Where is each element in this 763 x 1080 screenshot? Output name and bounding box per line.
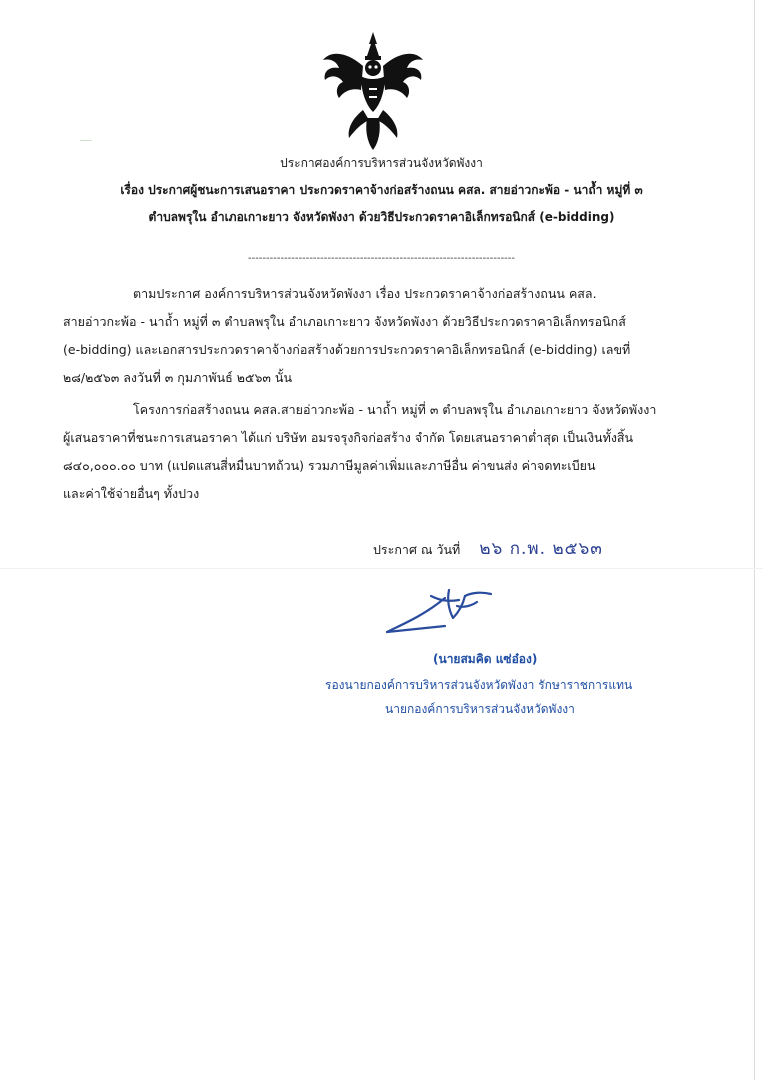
announcement-date-row bbox=[373, 535, 603, 562]
garuda-emblem-icon bbox=[317, 30, 429, 152]
body-line: โครงการก่อสร้างถนน คสล.สายอ่าวกะพ้อ - นาถ้ำ หมู่ที่ ๓ ตำบลพรุใน อำเภอเกาะยาว จังหวัดพังงา bbox=[133, 402, 657, 417]
signatory-title-1: รองนายกองค์การบริหารส่วนจังหวัดพังงา รักษาราชการแทน bbox=[325, 678, 633, 692]
body-line: ๒๘/๒๕๖๓ ลงวันที่ ๓ กุมภาพันธ์ ๒๕๖๓ นั้น bbox=[63, 370, 293, 385]
separator-line: -------------------------------------------------------------------------- bbox=[247, 253, 516, 264]
body-line: ๘๔๐,๐๐๐.๐๐ บาท (แปดแสนสี่หมื่นบาทถ้วน) รวมภาษีมูลค่าเพิ่มและภาษีอื่น ค่าขนส่ง ค่าจดทะเบียน bbox=[63, 458, 596, 473]
announce-date: ๒๖ ก.พ. ๒๕๖๓ bbox=[479, 539, 603, 559]
scan-fold-line bbox=[0, 568, 763, 569]
signatory-title-2: นายกองค์การบริหารส่วนจังหวัดพังงา bbox=[385, 702, 575, 716]
body-line: และค่าใช้จ่ายอื่นๆ ทั้งปวง bbox=[63, 486, 200, 501]
document-title: ประกาศองค์การบริหารส่วนจังหวัดพังงา bbox=[280, 156, 483, 170]
body-line: สายอ่าวกะพ้อ - นาถ้ำ หมู่ที่ ๓ ตำบลพรุใน อำเภอเกาะยาว จังหวัดพังงา ด้วยวิธีประกวดราคาอิเล็กทรอนิกส์ bbox=[63, 314, 626, 329]
signatory-name: (นายสมคิด แซ่อ๋อง) bbox=[433, 652, 538, 666]
body-line: ผู้เสนอราคาที่ชนะการเสนอราคา ได้แก่ บริษัท อมรจรุงกิจก่อสร้าง จำกัด โดยเสนอราคาต่ำสุด เป็นเงินทั้งสิ้น bbox=[63, 430, 634, 445]
body-line: (e-bidding) และเอกสารประกวดราคาจ้างก่อสร้างด้วยการประกวดราคาอิเล็กทรอนิกส์ (e-bidding) เลขที่ bbox=[63, 342, 631, 357]
announce-label: ประกาศ ณ วันที่ bbox=[373, 542, 461, 557]
scan-mark bbox=[80, 140, 92, 141]
handwritten-signature-icon bbox=[383, 586, 495, 638]
subject-line-1: เรื่อง ประกาศผู้ชนะการเสนอราคา ประกวดราคาจ้างก่อสร้างถนน คสล. สายอ่าวกะพ้อ - นาถ้ำ หมู่ที่ ๓ bbox=[120, 183, 643, 197]
body-line: ตามประกาศ องค์การบริหารส่วนจังหวัดพังงา เรื่อง ประกวดราคาจ้างก่อสร้างถนน คสล. bbox=[133, 286, 597, 301]
subject-line-2: ตำบลพรุใน อำเภอเกาะยาว จังหวัดพังงา ด้วยวิธีประกวดราคาอิเล็กทรอนิกส์ (e-bidding) bbox=[148, 210, 615, 224]
